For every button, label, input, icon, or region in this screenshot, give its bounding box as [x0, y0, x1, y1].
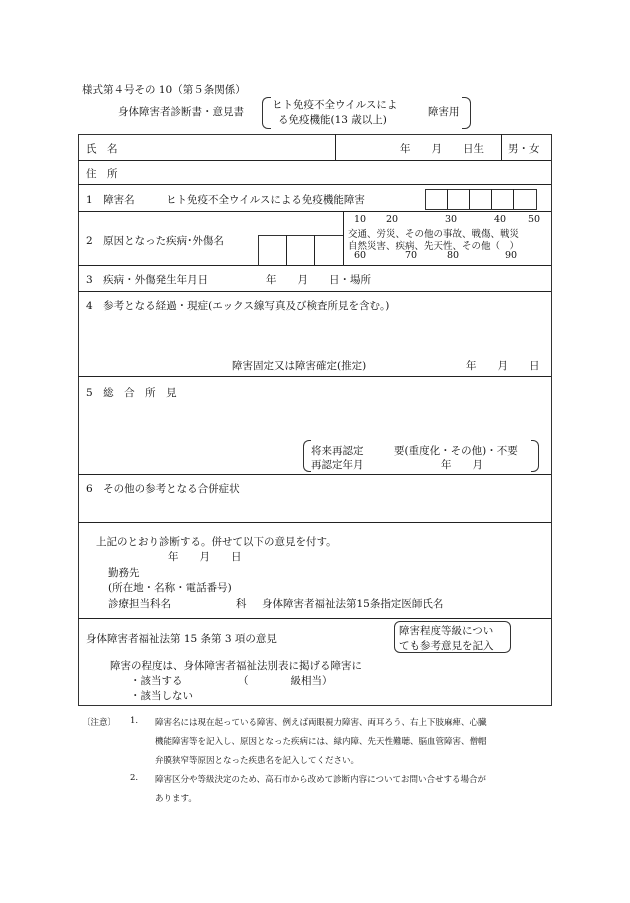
reexam-date: 年 月	[441, 459, 483, 471]
fixed-date: 年 月 日	[466, 360, 540, 372]
note1-line1: 障害名には現在起っている障害、例えば両眼視力障害、両耳ろう、右上下肢麻痺、心臓	[155, 718, 487, 728]
header-bracket-line2: る免疫機能(13 歳以上)	[278, 114, 387, 126]
fixed-label: 障害固定又は障害確定(推定)	[232, 360, 367, 372]
cause-types-line2: 自然災害、疾病、先天性、その他（ ）	[348, 241, 520, 252]
cause-code-30: 30	[445, 214, 458, 225]
certification-date: 年 月 日	[168, 551, 242, 563]
opinion-bracket-line1: 障害程度等級につい	[399, 625, 494, 637]
option-not-applicable: ・該当しない	[130, 690, 193, 702]
form-number: 様式第４号その 10（第５条関係）	[82, 84, 246, 96]
opinion-label: 身体障害者福祉法第 15 条第 3 項の意見	[86, 633, 277, 645]
cause-label: 2 原因となった疾病･外傷名	[86, 235, 224, 247]
cause-code-10: 10	[354, 214, 367, 225]
note2-number: 2.	[130, 773, 139, 783]
disability-code-boxes	[425, 189, 537, 210]
reexam-date-label: 再認定年月	[311, 459, 364, 471]
history-label: 4 参考となる経過・現症(エックス線写真及び検査所見を含む。)	[86, 300, 390, 312]
workplace-detail: (所在地・名称・電話番号)	[108, 582, 232, 594]
note2-line1: 障害区分や等級決定のため、高石市から改めて診断内容についてお問い合せする場合が	[155, 775, 486, 785]
note1-line3: 弁膜狭窄等原因となった疾患名を記入してください。	[155, 756, 360, 766]
cause-code-40: 40	[494, 214, 507, 225]
form-title: 身体障害者診断書・意見書	[118, 106, 244, 118]
address-label: 住 所	[86, 168, 118, 180]
reexam-value: 要(重度化・その他)・不要	[394, 445, 518, 457]
cause-code-90: 90	[505, 250, 518, 261]
opinion-text: 障害の程度は、身体障害者福祉法別表に掲げる障害に	[110, 660, 362, 672]
cause-code-boxes	[258, 235, 344, 266]
note2-line2: あります。	[155, 794, 197, 804]
name-label: 氏 名	[86, 143, 118, 155]
reexam-bracket-left	[303, 440, 311, 472]
dept-label: 診療担当科名	[108, 598, 171, 610]
header-bracket-line1: ヒト免疫不全ウイルスによ	[272, 99, 398, 111]
cause-code-70: 70	[405, 250, 418, 261]
dept-suffix: 科	[236, 598, 247, 610]
header-bracket-right	[462, 97, 471, 129]
form-usage: 障害用	[428, 106, 460, 118]
note1-number: 1.	[130, 716, 139, 726]
findings-label: 5 総 合 所 見	[86, 387, 177, 399]
reexam-bracket-right	[531, 440, 539, 472]
note1-line2: 機能障害等を記入し、原因となった疾病には、緑内障、先天性難聴、脳血管障害、僧帽	[155, 737, 487, 747]
cause-types-line1: 交通、労災、その他の事故、戦傷、戦災	[348, 229, 520, 240]
birth-date-label: 年 月 日生	[400, 143, 484, 155]
notes-label: 〔注意〕	[82, 718, 117, 728]
disability-label: 1 障害名	[86, 194, 135, 206]
header-bracket-left	[262, 97, 271, 129]
sex-field: 男・女	[508, 143, 540, 155]
cause-code-60: 60	[354, 250, 367, 261]
workplace-label: 勤務先	[108, 567, 140, 579]
onset-label: 3 疾病・外傷発生年月日	[86, 274, 209, 286]
onset-date: 年 月 日・場所	[266, 274, 371, 286]
cause-code-20: 20	[386, 214, 399, 225]
cause-code-80: 80	[447, 250, 460, 261]
disability-value: ヒト免疫不全ウイルスによる免疫機能障害	[166, 194, 365, 206]
option-applicable: ・該当する	[130, 675, 183, 687]
reexam-label: 将来再認定	[311, 445, 364, 457]
doctor-name-label: 身体障害者福祉法第15条指定医師氏名	[262, 598, 444, 610]
certification-statement: 上記のとおり診断する。併せて以下の意見を付す。	[96, 536, 337, 548]
cause-code-50: 50	[528, 214, 541, 225]
opinion-bracket-line2: ても参考意見を記入	[399, 640, 494, 652]
complications-label: 6 その他の参考となる合併症状	[86, 483, 240, 495]
grade-field: （ 級相当）	[238, 675, 333, 687]
